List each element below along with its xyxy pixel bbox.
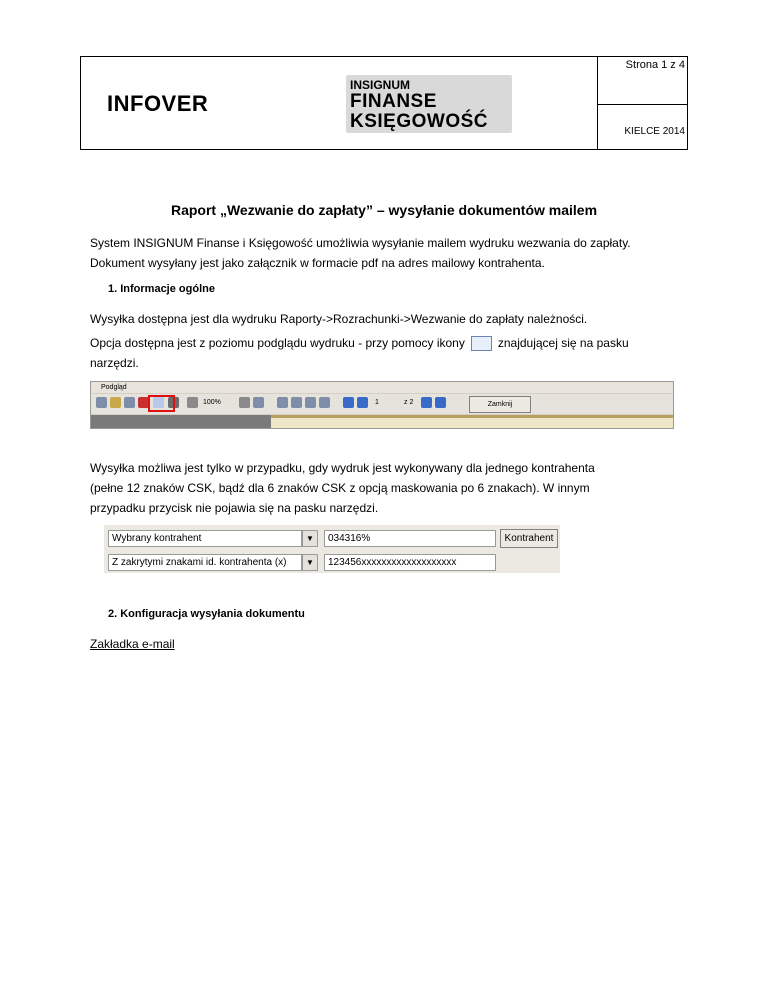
layout-single-icon[interactable]: [277, 397, 288, 408]
header-divider-horizontal: [597, 104, 688, 105]
section1-paragraph-2: [90, 333, 690, 373]
intro-line-1: System INSIGNUM Finanse i Księgowość umożliwia wysyłanie mailem wydruku wezwania do zapłaty.: [90, 236, 631, 250]
section2-heading: 2. Konfiguracja wysyłania dokumentu: [108, 608, 305, 620]
settings-icon[interactable]: [319, 397, 330, 408]
print-icon[interactable]: [96, 397, 107, 408]
open-icon[interactable]: [110, 397, 121, 408]
first-page-icon[interactable]: [343, 397, 354, 408]
section1-heading: 1. Informacje ogólne: [108, 283, 215, 295]
next-page-icon[interactable]: [421, 397, 432, 408]
p2-text-before: Opcja dostępna jest z poziomu podglądu wydruku - przy pomocy ikony: [90, 336, 465, 350]
p2-text-after: znajdującej się na pasku: [497, 336, 629, 350]
contractor-mode-select[interactable]: Wybrany kontrahent: [108, 530, 302, 547]
last-page-icon[interactable]: [435, 397, 446, 408]
preview-page: [271, 415, 673, 429]
contractor-code-input[interactable]: 034316%: [324, 530, 496, 547]
save-icon[interactable]: [124, 397, 135, 408]
logo-line2: FINANSE: [350, 91, 437, 112]
document-title: Raport „Wezwanie do zapłaty” – wysyłanie dokumentów mailem: [170, 202, 598, 218]
filter-screenshot: [104, 525, 560, 573]
prev-page-icon[interactable]: [357, 397, 368, 408]
zoom-select[interactable]: 100%: [203, 399, 221, 406]
p3-line-1: Wysyłka możliwa jest tylko w przypadku, gdy wydruk jest wykonywany dla jednego kontrahenta: [90, 461, 595, 475]
mask-mode-select[interactable]: Z zakrytymi znakami id. kontrahenta (x): [108, 554, 302, 571]
preview-window-title: Podgląd: [91, 382, 673, 393]
preview-toolbar: [91, 394, 673, 414]
preview-toolbar-screenshot: [90, 381, 674, 429]
page-view-icon[interactable]: [253, 397, 264, 408]
page-number: Strona 1 z 4: [625, 59, 685, 71]
infover-logo: INFOVER: [107, 91, 209, 116]
p3-line-2: (pełne 12 znaków CSK, bądź dla 6 znaków CSK z opcją maskowania po 6 znakach). W innym: [90, 481, 590, 495]
email-icon-highlight: [148, 395, 175, 412]
mail-icon: [471, 336, 492, 351]
zoom-out-icon[interactable]: [239, 397, 250, 408]
section2-subheading: Zakładka e-mail: [90, 637, 175, 651]
header-table: [80, 56, 688, 150]
logo-line1: INSIGNUM: [350, 78, 410, 92]
intro-line-2: Dokument wysyłany jest jako załącznik w formacie pdf na adres mailowy kontrahenta.: [90, 256, 545, 270]
section1-paragraph-3: [90, 458, 690, 518]
p3-line-3: przypadku przycisk nie pojawia się na pasku narzędzi.: [90, 501, 379, 515]
close-button[interactable]: Zamknij: [469, 396, 531, 413]
chevron-down-icon[interactable]: ▼: [302, 530, 318, 547]
insignum-logo: [346, 75, 512, 133]
zoom-in-icon[interactable]: [187, 397, 198, 408]
preview-area: [91, 415, 673, 429]
place-date: KIELCE 2014: [624, 126, 685, 137]
intro-paragraph: [90, 233, 690, 273]
section1-paragraph-1: Wysyłka dostępna jest dla wydruku Raporty->Rozrachunki->Wezwanie do zapłaty należności.: [90, 312, 588, 326]
contractor-button[interactable]: Kontrahent: [500, 529, 558, 548]
layout-two-icon[interactable]: [291, 397, 302, 408]
chevron-down-icon[interactable]: ▼: [302, 554, 318, 571]
page-total: z 2: [404, 399, 414, 406]
logo-line3: KSIĘGOWOŚĆ: [350, 111, 489, 132]
page-input[interactable]: 1: [375, 399, 379, 406]
layout-multi-icon[interactable]: [305, 397, 316, 408]
p2-line-2: narzędzi.: [90, 356, 139, 370]
masked-code-input[interactable]: 123456xxxxxxxxxxxxxxxxxxx: [324, 554, 496, 571]
